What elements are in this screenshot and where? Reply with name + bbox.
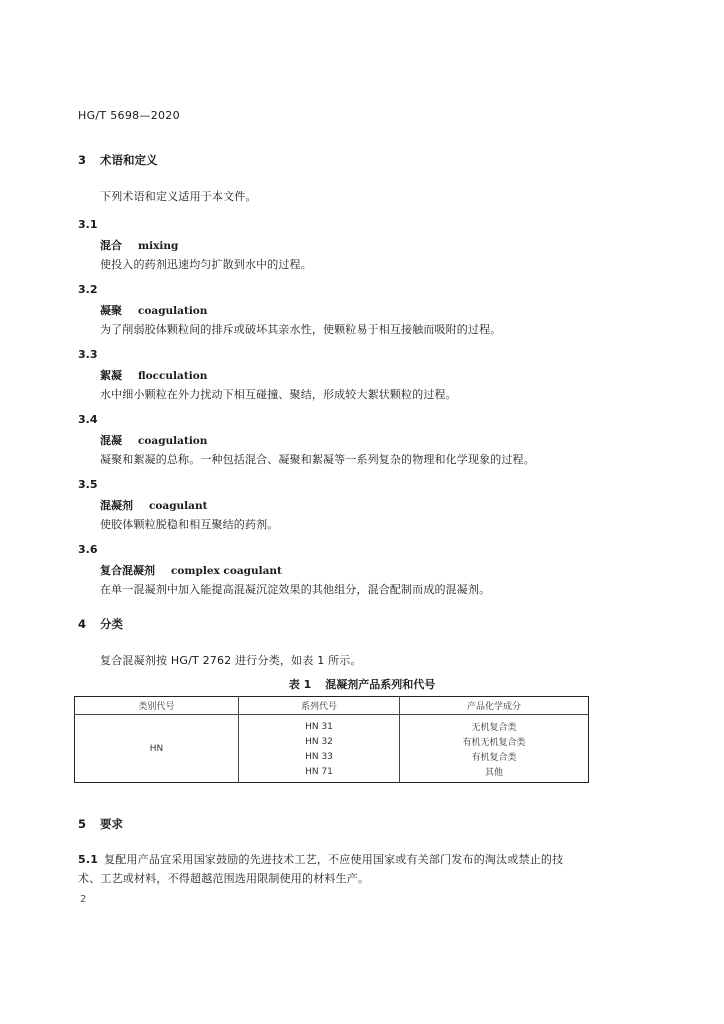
section-4-heading [78, 616, 123, 632]
section-number: 5 [78, 817, 87, 831]
term-definition: 使胶体颗粒脱稳和相互聚结的药剂。 [100, 518, 279, 531]
composition-cell: 有机复合类 [400, 749, 589, 764]
section-3-heading [78, 152, 158, 168]
column-header: 产品化学成分 [400, 697, 589, 715]
term-english: complex coagulant [171, 565, 282, 577]
term-chinese: 复合混凝剂 [100, 564, 155, 577]
term-chinese: 絮凝 [100, 369, 122, 382]
term-definition: 水中细小颗粒在外力扰动下相互碰撞、聚结，形成较大絮状颗粒的过程。 [100, 388, 457, 401]
standard-number: HG/T 5698—2020 [78, 109, 180, 122]
clause-number: 5.1 [78, 853, 99, 866]
section-title: 要求 [100, 817, 123, 831]
section-5-heading [78, 816, 123, 832]
term-definition: 使投入的药剂迅速均匀扩散到水中的过程。 [100, 258, 312, 271]
section-4-intro: 复合混凝剂按 HG/T 2762 进行分类，如表 1 所示。 [100, 654, 362, 667]
composition-cell: 有机无机复合类 [400, 734, 589, 749]
table-title: 混凝剂产品系列和代号 [325, 678, 436, 691]
clause-number: 3.6 [78, 543, 98, 556]
term-chinese: 混合 [100, 239, 122, 252]
table-label: 表 1 [288, 678, 312, 691]
clause-5-1-line-2: 术、工艺或材料，不得超越范围选用限制使用的材料生产。 [78, 872, 370, 885]
clause-number: 3.1 [78, 218, 98, 231]
term-entry [100, 237, 178, 253]
section-number: 4 [78, 617, 87, 631]
term-entry [100, 497, 207, 513]
term-definition: 为了削弱胶体颗粒间的排斥或破坏其亲水性，使颗粒易于相互接触而吸附的过程。 [100, 323, 502, 336]
series-code-cell: HN 71 [239, 764, 400, 783]
clause-text: 复配用产品宜采用国家鼓励的先进技术工艺，不应使用国家或有关部门发布的淘汰或禁止的技 [104, 853, 564, 866]
term-english: mixing [138, 240, 179, 252]
term-entry [100, 432, 207, 448]
term-chinese: 混凝 [100, 434, 122, 447]
term-chinese: 凝聚 [100, 304, 122, 317]
term-entry [100, 367, 207, 383]
clause-5-1-line-1 [78, 851, 563, 867]
category-code-cell: HN [149, 743, 164, 754]
term-english: flocculation [138, 370, 208, 382]
composition-cell: 其他 [400, 764, 589, 783]
table-caption [0, 676, 724, 692]
clause-number: 3.3 [78, 348, 98, 361]
term-chinese: 混凝剂 [100, 499, 133, 512]
term-english: coagulation [138, 305, 208, 317]
table-header-row [75, 697, 589, 715]
table-row [75, 715, 589, 735]
term-english: coagulant [149, 500, 208, 512]
section-title: 术语和定义 [100, 153, 158, 167]
clause-number: 3.5 [78, 478, 98, 491]
section-title: 分类 [100, 617, 123, 631]
column-header: 系列代号 [239, 697, 400, 715]
section-number: 3 [78, 153, 87, 167]
term-entry [100, 302, 207, 318]
composition-cell: 无机复合类 [400, 715, 589, 735]
page-number: 2 [80, 894, 87, 905]
series-code-cell: HN 31 [239, 715, 400, 735]
product-series-table [74, 696, 589, 783]
term-definition: 凝聚和絮凝的总称。一种包括混合、凝聚和絮凝等一系列复杂的物理和化学现象的过程。 [100, 453, 535, 466]
series-code-cell: HN 33 [239, 749, 400, 764]
clause-number: 3.4 [78, 413, 98, 426]
term-entry [100, 562, 282, 578]
series-code-cell: HN 32 [239, 734, 400, 749]
term-english: coagulation [138, 435, 208, 447]
column-header: 类别代号 [75, 697, 239, 715]
clause-number: 3.2 [78, 283, 98, 296]
section-3-intro: 下列术语和定义适用于本文件。 [100, 190, 257, 203]
term-definition: 在单一混凝剂中加入能提高混凝沉淀效果的其他组分，混合配制而成的混凝剂。 [100, 583, 491, 596]
